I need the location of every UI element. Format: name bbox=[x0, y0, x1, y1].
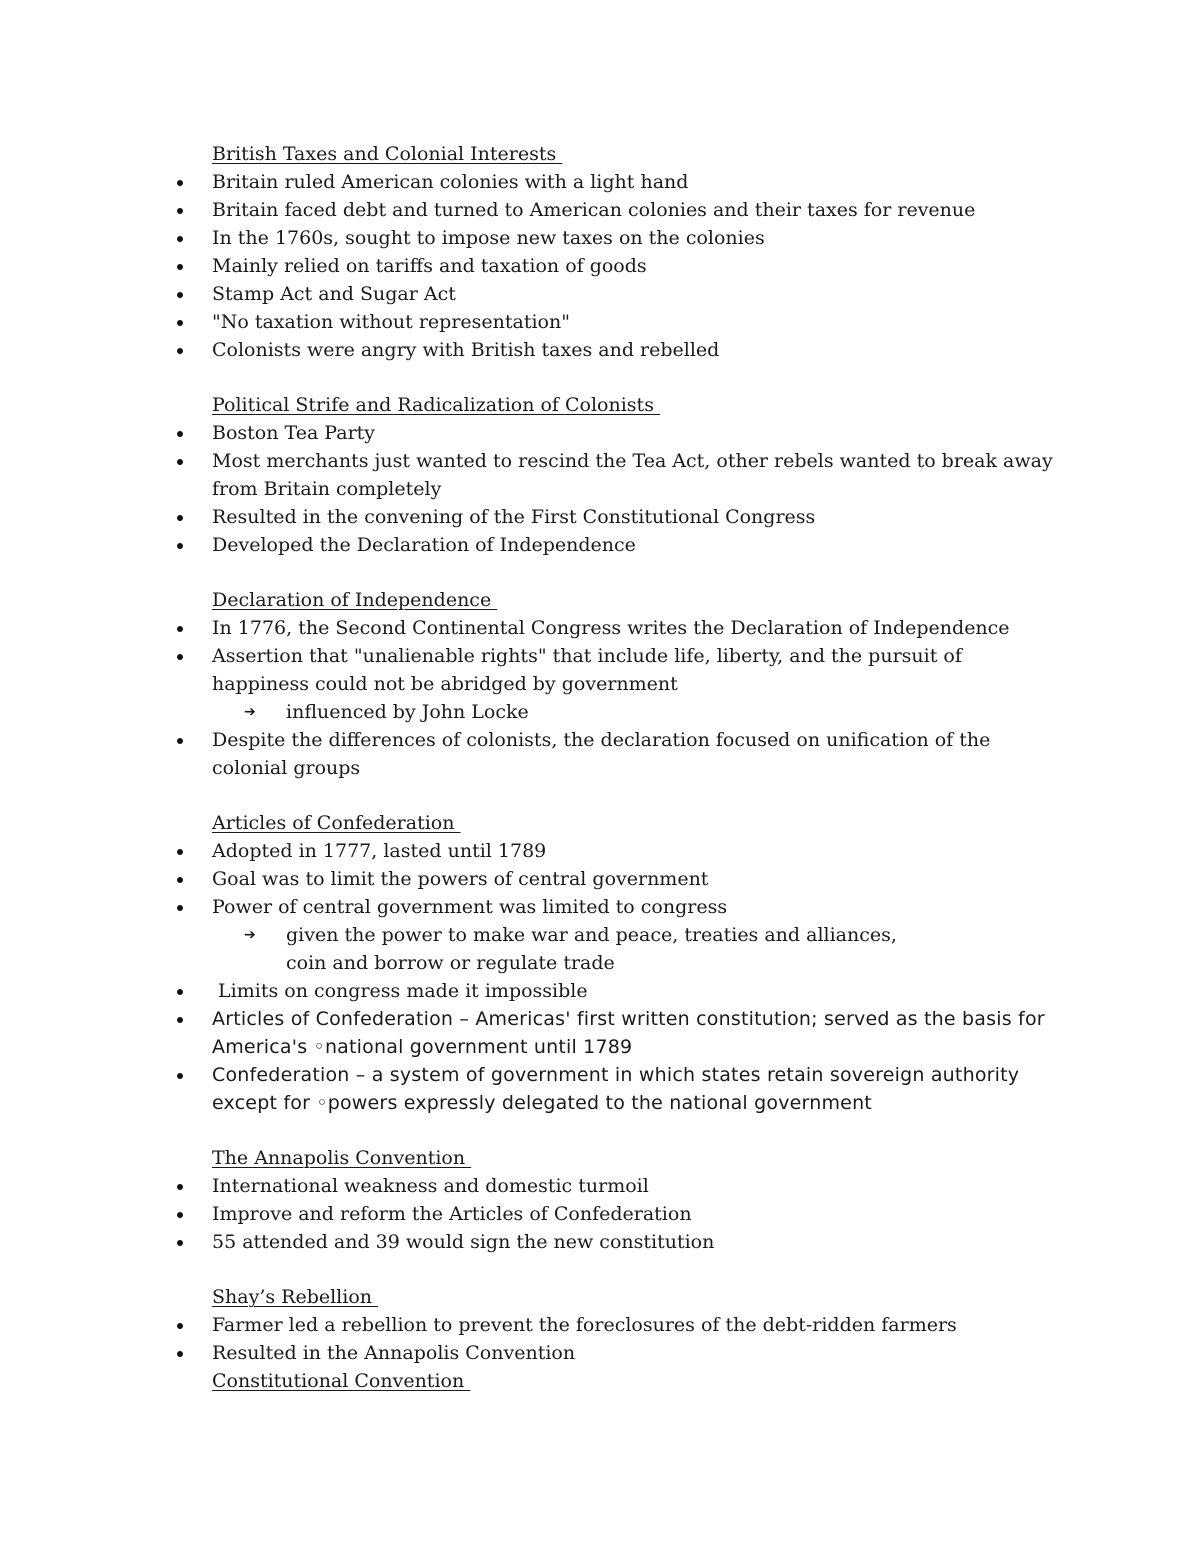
section-british-taxes bbox=[0, 140, 1200, 364]
bullet-icon bbox=[177, 877, 183, 883]
section-heading: British Taxes and Colonial Interests bbox=[212, 143, 563, 165]
sub-list bbox=[212, 698, 1060, 726]
list-item: Farmer led a rebellion to prevent the foreclosures of the debt-ridden farmers bbox=[0, 1311, 1200, 1339]
list-item: Assertion that "unalienable rights" that include life, liberty, and the pursuit of happiness could not be abridged by government ➔ influenced by John Locke bbox=[0, 642, 1200, 726]
bullet-icon bbox=[177, 180, 183, 186]
section-heading: Articles of Confederation bbox=[212, 812, 461, 834]
list-item: In the 1760s, sought to impose new taxes on the colonies bbox=[0, 224, 1200, 252]
list-item: Most merchants just wanted to rescind the Tea Act, other rebels wanted to break away from Britain completely bbox=[0, 447, 1200, 503]
sub-list-item: ➔ given the power to make war and peace, treaties and alliances, coin and borrow or regulate trade bbox=[0, 921, 1060, 977]
list-item: Stamp Act and Sugar Act bbox=[0, 280, 1200, 308]
bullet-icon bbox=[177, 1073, 183, 1079]
bullet-icon bbox=[177, 348, 183, 354]
list-item: Articles of Confederation – Americas' first written constitution; served as the basis for America's ◦national government until 1789 bbox=[0, 1005, 1200, 1061]
list-item: Britain ruled American colonies with a light hand bbox=[0, 168, 1200, 196]
bullet-icon bbox=[177, 431, 183, 437]
section-constitutional-convention bbox=[0, 1367, 1200, 1395]
sub-list-item: ➔ influenced by John Locke bbox=[0, 698, 1060, 726]
sub-list bbox=[212, 921, 1060, 977]
section-heading: The Annapolis Convention bbox=[212, 1147, 472, 1169]
bullet-icon bbox=[177, 1212, 183, 1218]
bullet-list bbox=[0, 837, 1200, 1117]
bullet-icon bbox=[177, 1017, 183, 1023]
bullet-icon bbox=[177, 320, 183, 326]
list-item: Resulted in the convening of the First Constitutional Congress bbox=[0, 503, 1200, 531]
list-item: Britain faced debt and turned to American colonies and their taxes for revenue bbox=[0, 196, 1200, 224]
bullet-icon bbox=[177, 738, 183, 744]
list-item: International weakness and domestic turmoil bbox=[0, 1172, 1200, 1200]
bullet-icon bbox=[177, 515, 183, 521]
bullet-list bbox=[0, 614, 1200, 782]
bullet-icon bbox=[177, 292, 183, 298]
list-item: 55 attended and 39 would sign the new constitution bbox=[0, 1228, 1200, 1256]
bullet-icon bbox=[177, 1240, 183, 1246]
section-heading: Political Strife and Radicalization of Colonists bbox=[212, 394, 660, 416]
arrow-right-icon: ➔ bbox=[244, 704, 256, 720]
section-political-strife bbox=[0, 391, 1200, 559]
list-item: In 1776, the Second Continental Congress writes the Declaration of Independence bbox=[0, 614, 1200, 642]
bullet-list bbox=[0, 419, 1200, 559]
section-heading: Declaration of Independence bbox=[212, 589, 498, 611]
arrow-right-icon: ➔ bbox=[244, 927, 256, 943]
bullet-list bbox=[0, 168, 1200, 364]
bullet-icon bbox=[177, 1323, 183, 1329]
bullet-icon bbox=[177, 905, 183, 911]
list-item: Power of central government was limited to congress ➔ given the power to make war and peace, treaties and alliances, coin and borrow or regulate trade bbox=[0, 893, 1200, 977]
list-item: Developed the Declaration of Independence bbox=[0, 531, 1200, 559]
section-declaration bbox=[0, 586, 1200, 782]
bullet-list bbox=[0, 1172, 1200, 1256]
bullet-icon bbox=[177, 989, 183, 995]
list-item: Goal was to limit the powers of central government bbox=[0, 865, 1200, 893]
section-heading: Constitutional Convention bbox=[212, 1370, 471, 1392]
bullet-icon bbox=[177, 264, 183, 270]
list-item: Boston Tea Party bbox=[0, 419, 1200, 447]
document-page bbox=[0, 140, 1200, 1395]
section-heading: Shay’s Rebellion bbox=[212, 1286, 379, 1308]
list-item: Improve and reform the Articles of Confederation bbox=[0, 1200, 1200, 1228]
list-item: Adopted in 1777, lasted until 1789 bbox=[0, 837, 1200, 865]
bullet-icon bbox=[177, 1351, 183, 1357]
bullet-icon bbox=[177, 208, 183, 214]
bullet-list bbox=[0, 1311, 1200, 1367]
bullet-icon bbox=[177, 236, 183, 242]
list-item: Limits on congress made it impossible bbox=[0, 977, 1200, 1005]
section-annapolis bbox=[0, 1144, 1200, 1256]
list-item: "No taxation without representation" bbox=[0, 308, 1200, 336]
list-item: Confederation – a system of government in which states retain sovereign authority except for ◦powers expressly delegated to the national government bbox=[0, 1061, 1200, 1117]
bullet-icon bbox=[177, 626, 183, 632]
bullet-icon bbox=[177, 459, 183, 465]
list-item: Despite the differences of colonists, the declaration focused on unification of the colonial groups bbox=[0, 726, 1200, 782]
list-item: Mainly relied on tariffs and taxation of goods bbox=[0, 252, 1200, 280]
bullet-icon bbox=[177, 849, 183, 855]
list-item: Colonists were angry with British taxes and rebelled bbox=[0, 336, 1200, 364]
bullet-icon bbox=[177, 1184, 183, 1190]
list-item: Resulted in the Annapolis Convention bbox=[0, 1339, 1200, 1367]
section-articles bbox=[0, 809, 1200, 1117]
section-shays-rebellion bbox=[0, 1283, 1200, 1367]
bullet-icon bbox=[177, 654, 183, 660]
bullet-icon bbox=[177, 543, 183, 549]
